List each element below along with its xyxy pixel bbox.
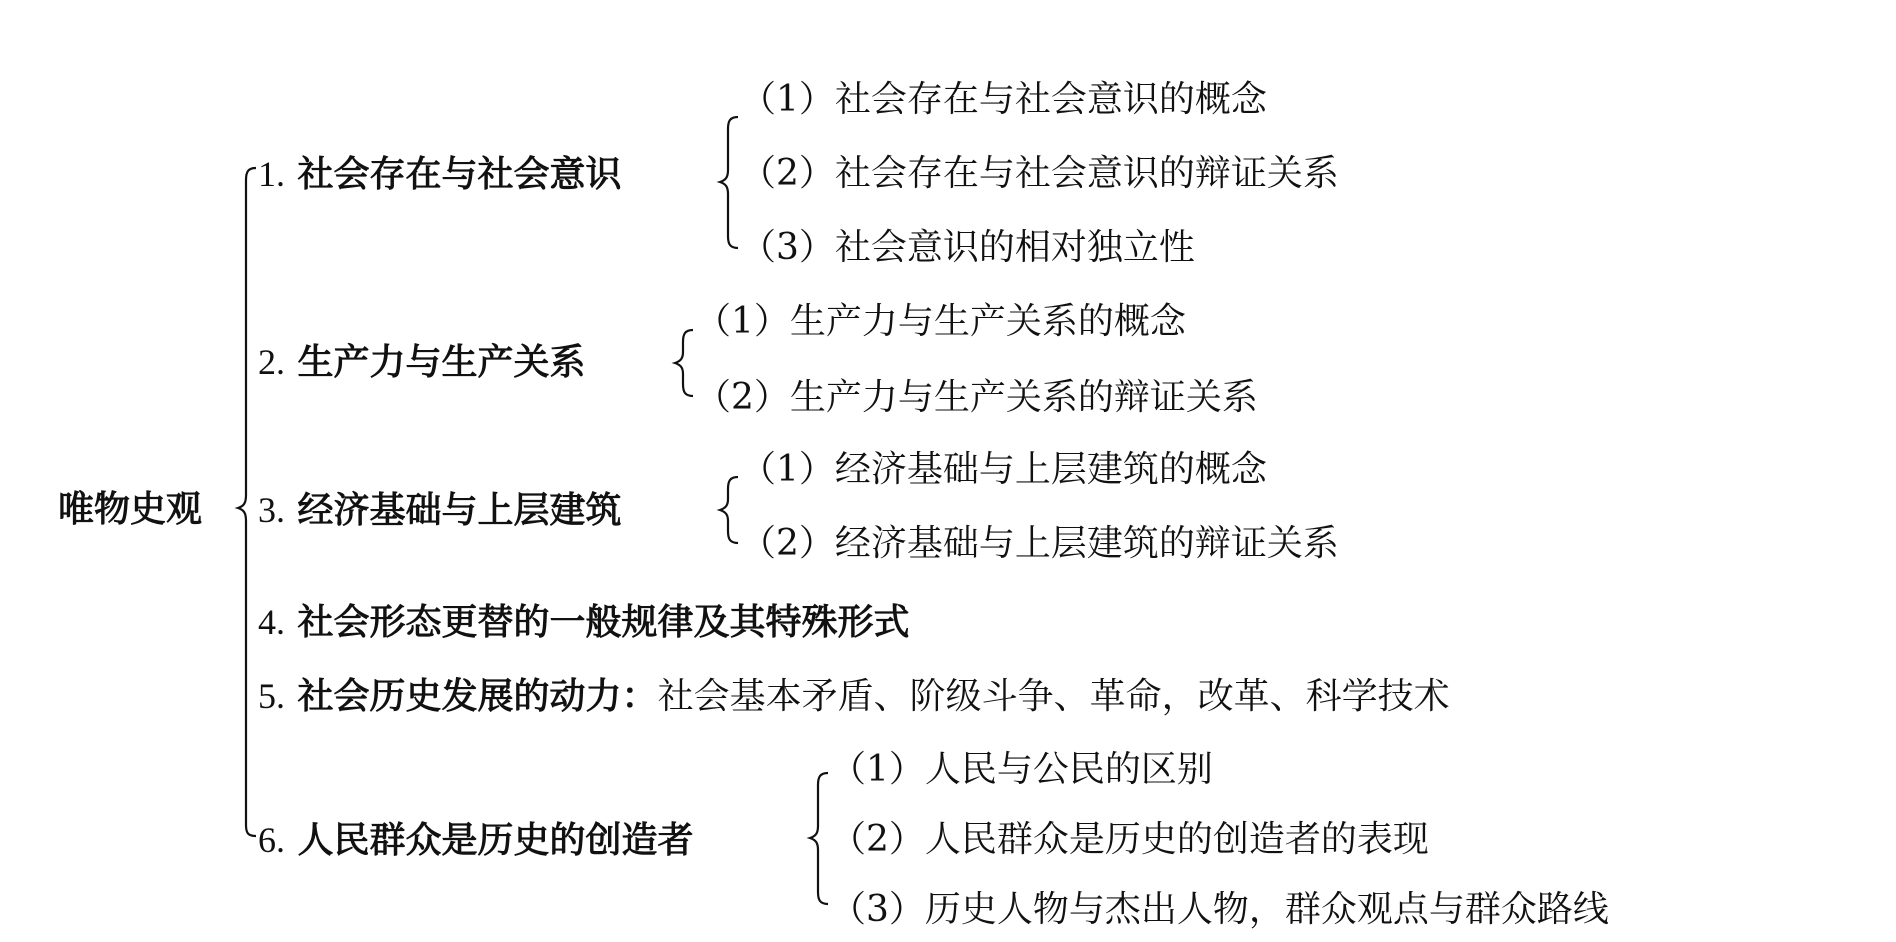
branch-3-title: 经济基础与上层建筑 bbox=[297, 490, 622, 531]
branch-6-child-1: （1）人民与公民的区别 bbox=[830, 749, 1213, 790]
branch-5-number: 5. bbox=[258, 676, 285, 716]
branch-3-child-1: （1）经济基础与上层建筑的概念 bbox=[740, 449, 1267, 490]
branch-2-title: 生产力与生产关系 bbox=[297, 342, 586, 383]
branch-2-child-2: （2）生产力与生产关系的辩证关系 bbox=[695, 377, 1258, 418]
branch-2-brace bbox=[675, 330, 693, 396]
branch-6-title: 人民群众是历史的创造者 bbox=[297, 820, 694, 861]
branch-3 bbox=[258, 488, 622, 533]
branch-1-number: 1. bbox=[258, 154, 285, 194]
branch-2 bbox=[258, 340, 586, 385]
branch-1-child-3: （3）社会意识的相对独立性 bbox=[740, 227, 1195, 268]
branch-4-title: 社会形态更替的一般规律及其特殊形式 bbox=[297, 602, 910, 643]
branch-4-number: 4. bbox=[258, 602, 285, 642]
branch-3-brace bbox=[720, 477, 738, 543]
branch-6-number: 6. bbox=[258, 820, 285, 860]
branch-6 bbox=[258, 818, 694, 863]
branch-5 bbox=[258, 674, 1450, 719]
branch-1 bbox=[258, 152, 622, 197]
branch-5-detail: 社会基本矛盾、阶级斗争、革命，改革、科学技术 bbox=[657, 676, 1450, 717]
branch-6-child-2: （2）人民群众是历史的创造者的表现 bbox=[830, 819, 1429, 860]
branch-1-brace bbox=[720, 117, 738, 248]
branch-3-number: 3. bbox=[258, 490, 285, 530]
branch-4 bbox=[258, 600, 910, 645]
branch-1-title: 社会存在与社会意识 bbox=[297, 154, 622, 195]
branch-6-brace bbox=[810, 773, 828, 904]
branch-1-child-1: （1）社会存在与社会意识的概念 bbox=[740, 79, 1267, 120]
branch-1-child-2: （2）社会存在与社会意识的辩证关系 bbox=[740, 153, 1339, 194]
branch-6-child-3: （3）历史人物与杰出人物，群众观点与群众路线 bbox=[830, 889, 1609, 930]
branch-2-number: 2. bbox=[258, 342, 285, 382]
branch-3-child-2: （2）经济基础与上层建筑的辩证关系 bbox=[740, 523, 1339, 564]
branch-2-child-1: （1）生产力与生产关系的概念 bbox=[695, 301, 1186, 342]
main-brace bbox=[238, 168, 256, 836]
branch-5-title: 社会历史发展的动力： bbox=[297, 676, 658, 717]
root-node: 唯物史观 bbox=[58, 489, 203, 530]
